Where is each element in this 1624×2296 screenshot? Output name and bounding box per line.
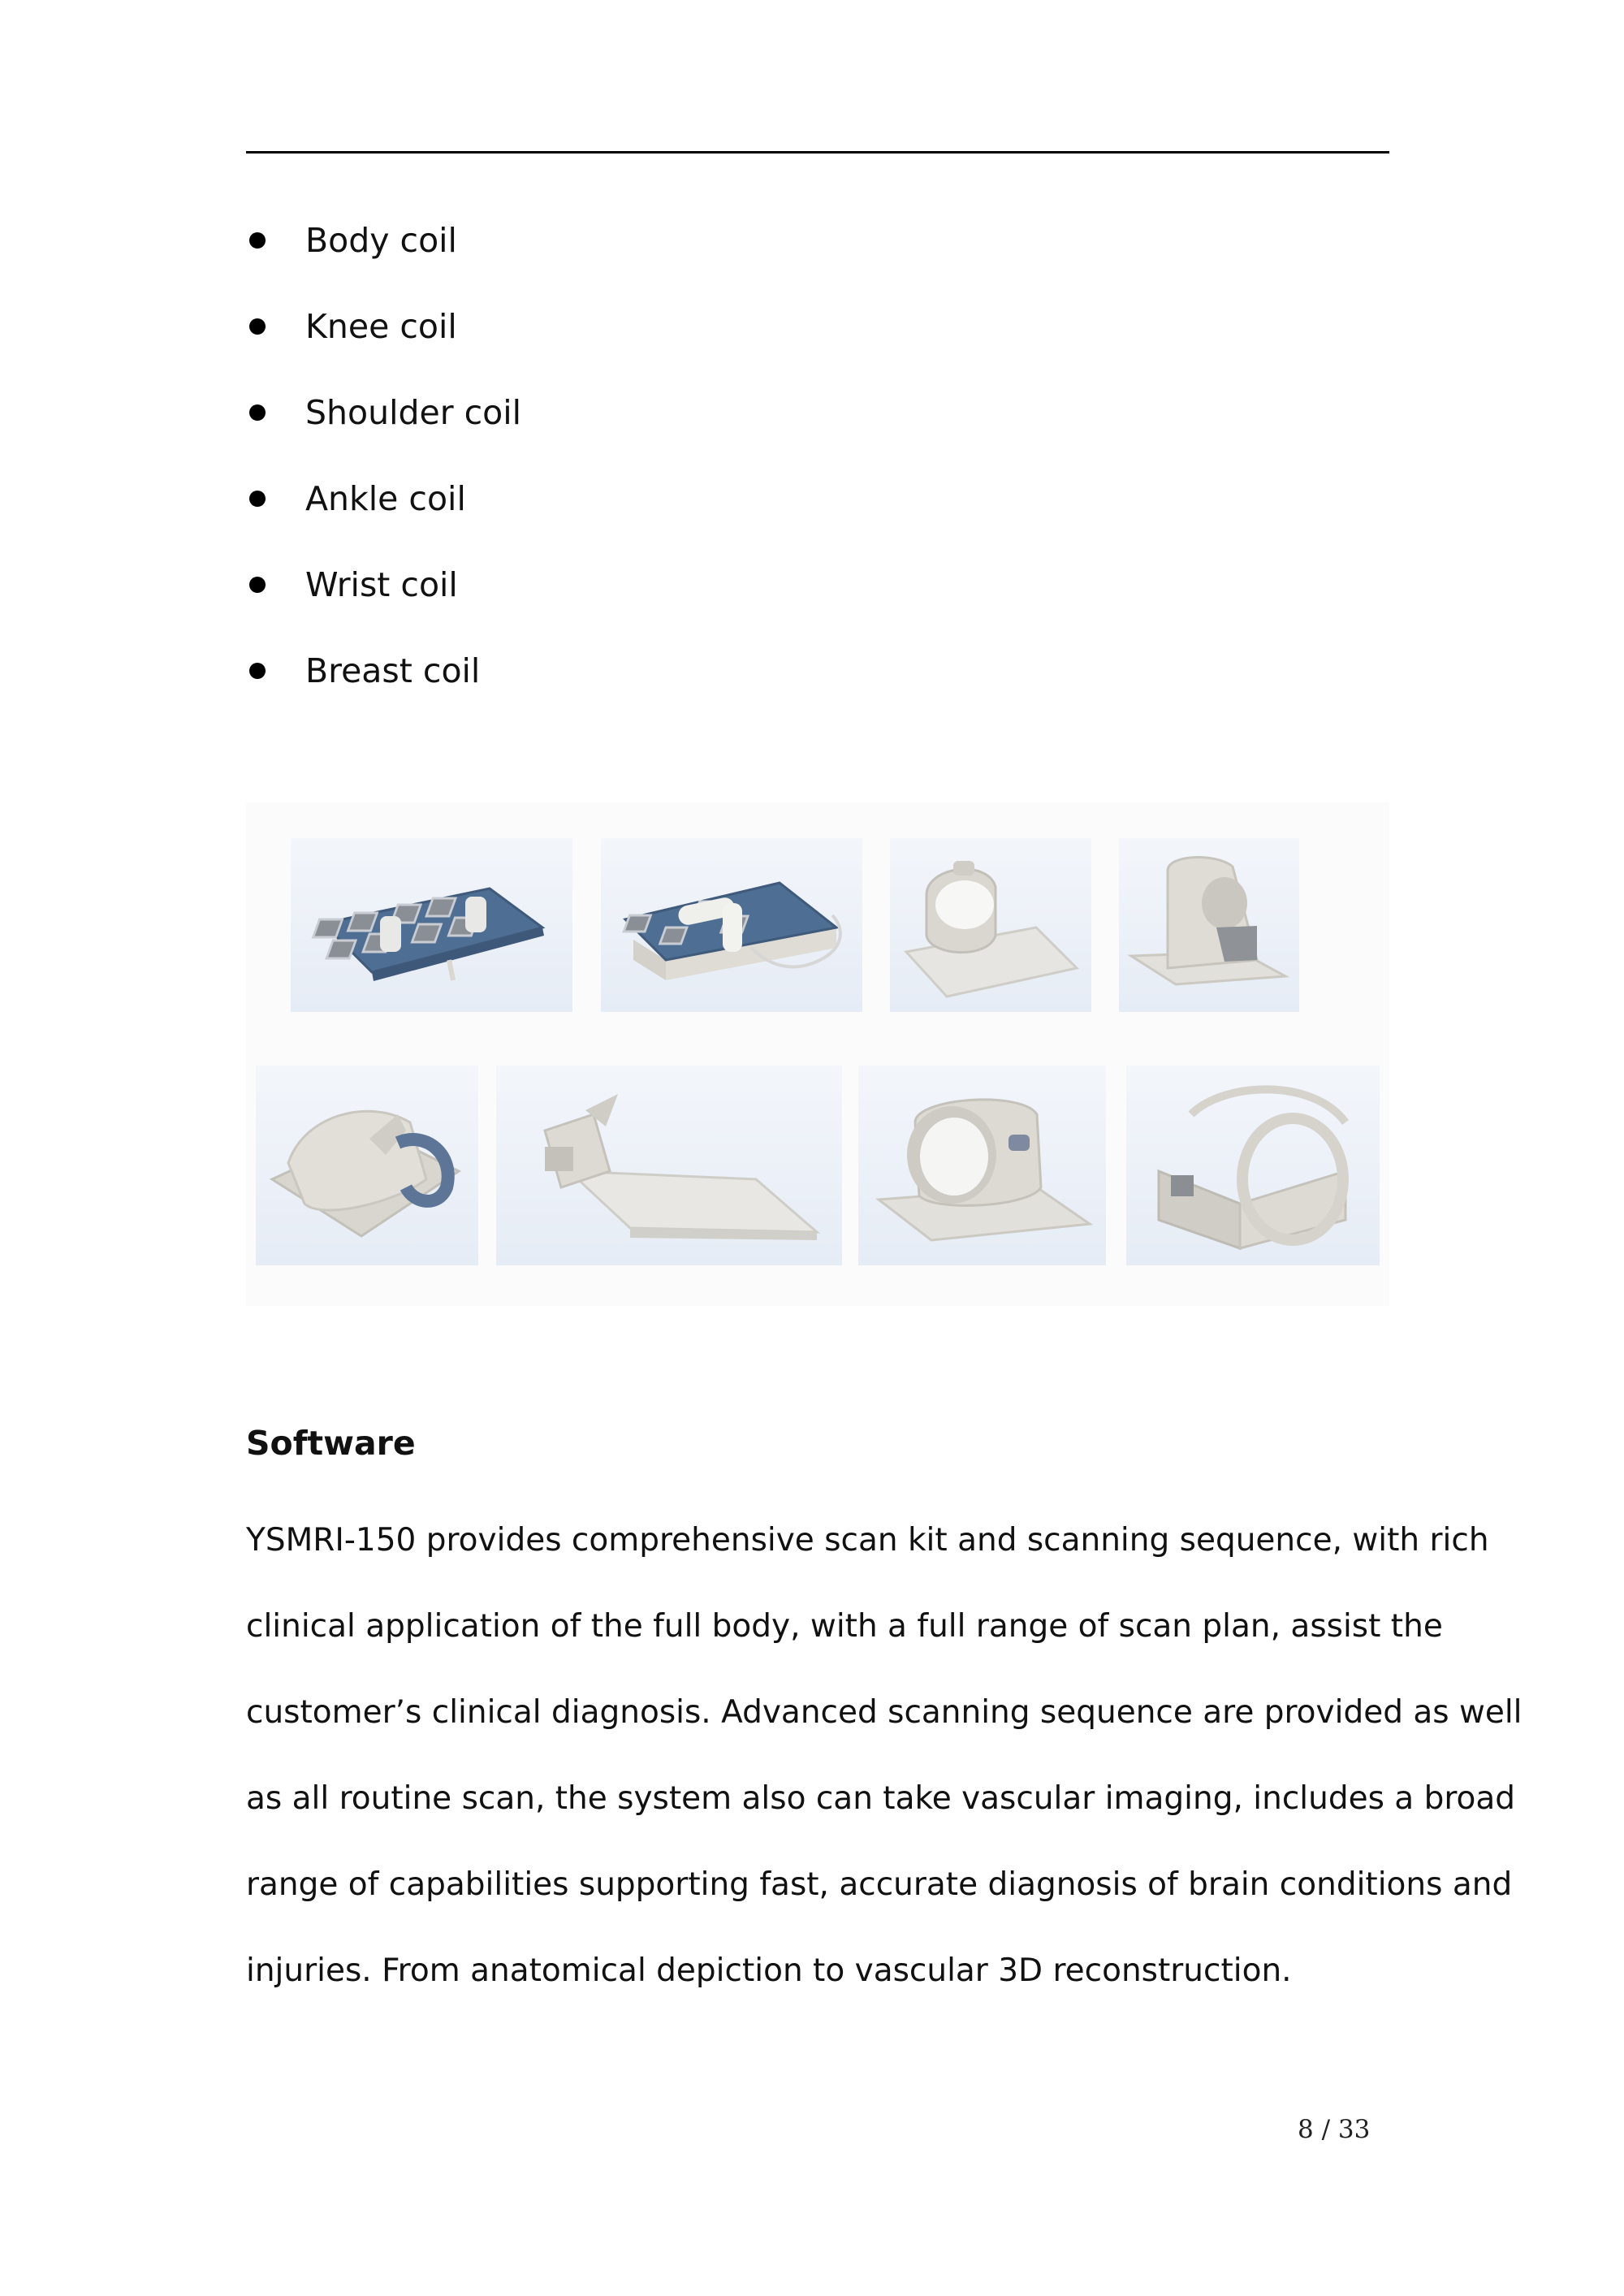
paragraph-line: YSMRI-150 provides comprehensive scan kit and scanning sequence, with rich xyxy=(246,1522,1489,1559)
bullet-icon xyxy=(249,232,266,249)
body-coil-plate-graphic xyxy=(291,838,572,1012)
cylindrical-coil-graphic xyxy=(858,1066,1106,1265)
wrist-coil-board-image xyxy=(496,1066,842,1265)
paragraph-line: customer’s clinical diagnosis. Advanced scanning sequence are provided as well xyxy=(246,1694,1522,1731)
bullet-icon xyxy=(249,404,266,421)
page-number: 8 / 33 xyxy=(1298,2115,1371,2144)
list-item xyxy=(246,213,521,299)
knee-coil-ring-graphic xyxy=(890,838,1091,1012)
knee-coil-ring-image xyxy=(890,838,1091,1012)
body-coil-plate-cable-image xyxy=(601,838,862,1012)
bullet-icon xyxy=(249,577,266,593)
header-rule xyxy=(246,151,1389,153)
paragraph-line: injuries. From anatomical depiction to vascular 3D reconstruction. xyxy=(246,1952,1292,1989)
list-item xyxy=(246,299,521,385)
list-item xyxy=(246,471,521,557)
coil-label: Wrist coil xyxy=(305,565,458,604)
paragraph-line: range of capabilities supporting fast, accurate diagnosis of brain conditions and xyxy=(246,1866,1513,1903)
coil-list xyxy=(246,213,521,729)
coil-label: Shoulder coil xyxy=(305,393,522,432)
coil-image-gallery xyxy=(246,802,1389,1306)
shoulder-coil-housing-graphic xyxy=(1119,838,1299,1012)
coil-label: Breast coil xyxy=(305,651,481,690)
coil-label: Body coil xyxy=(305,221,457,260)
wrist-coil-board-graphic xyxy=(496,1066,842,1265)
list-item xyxy=(246,643,521,729)
bullet-icon xyxy=(249,318,266,335)
list-item xyxy=(246,385,521,471)
body-coil-plate-image xyxy=(291,838,572,1012)
software-heading: Software xyxy=(246,1424,416,1463)
bullet-icon xyxy=(249,663,266,679)
breast-coil-frame-image xyxy=(1126,1066,1380,1265)
list-item xyxy=(246,557,521,643)
paragraph-line: as all routine scan, the system also can take vascular imaging, includes a broad xyxy=(246,1780,1516,1817)
ankle-coil-graphic xyxy=(256,1066,478,1265)
cylindrical-coil-image xyxy=(858,1066,1106,1265)
bullet-icon xyxy=(249,491,266,507)
breast-coil-frame-graphic xyxy=(1126,1066,1380,1265)
paragraph-line: clinical application of the full body, with a full range of scan plan, assist the xyxy=(246,1608,1443,1645)
shoulder-coil-housing-image xyxy=(1119,838,1299,1012)
coil-label: Ankle coil xyxy=(305,479,466,518)
ankle-coil-image xyxy=(256,1066,478,1265)
software-paragraph xyxy=(246,1498,1522,2014)
coil-label: Knee coil xyxy=(305,307,457,346)
body-coil-plate-cable-graphic xyxy=(601,838,862,1012)
